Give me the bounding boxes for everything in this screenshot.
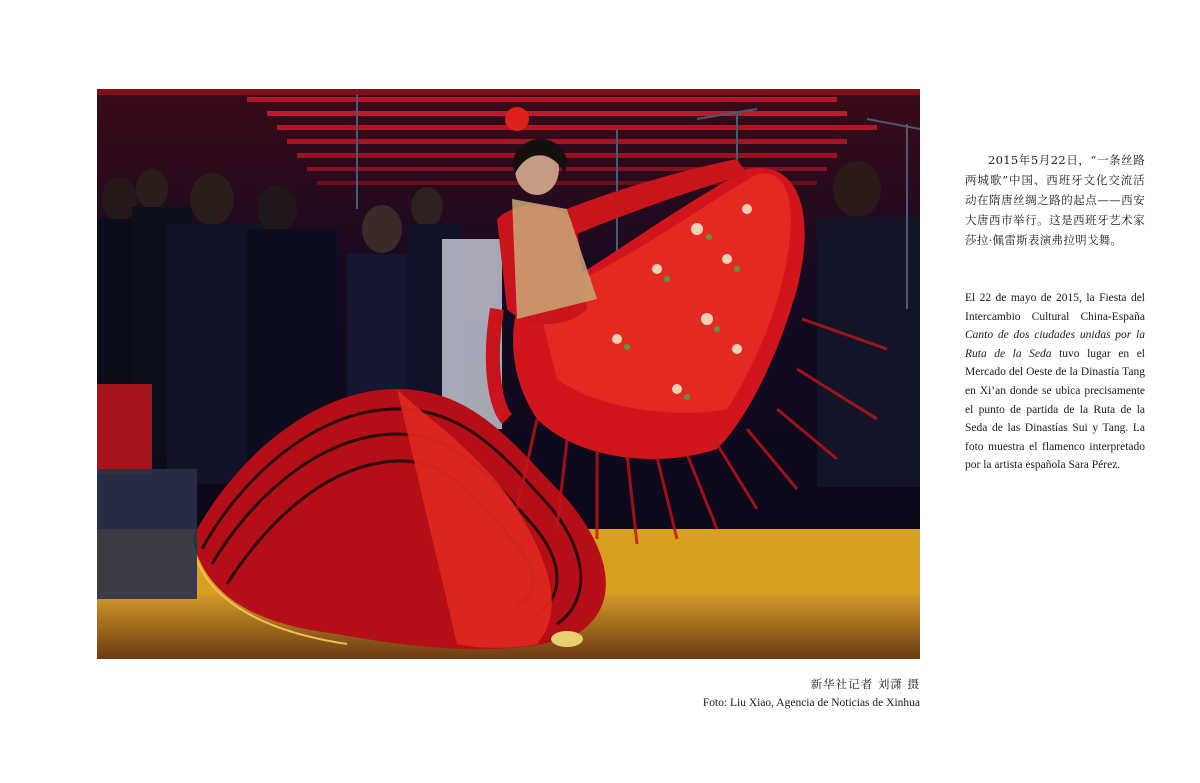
flamenco-photo [97, 89, 920, 659]
dancer-shoe [551, 631, 583, 647]
caption-spanish-event-title: Canto de dos ciudades unidas por la Ruta de la Seda [965, 329, 1145, 360]
caption-spanish-part1: El 22 de mayo de 2015, la Fiesta del Intercambio Cultural China-España [965, 292, 1145, 323]
caption-chinese: 2015年5月22日，“一条丝路 两城歌”中国、西班牙文化交流活动在隋唐丝绸之路的起点——西安大唐西市举行。这是西班牙艺术家莎拉·佩雷斯表演弗拉明戈舞。 [965, 153, 1145, 247]
caption-spanish [965, 289, 1145, 475]
audience-silhouette [97, 469, 197, 599]
hair-rose-icon [505, 107, 529, 131]
photo-credit-chinese: 新华社记者 刘潇 摄 [810, 677, 920, 691]
caption-spanish-part2: tuvo lugar en el Mercado del Oeste de la Dinastía Tang en Xi’an donde se ubica precisamente el punto de partida de la Ruta de la Seda de las Dinastías Sui y Tang. La foto muestra el flamenco interpretado por la artista española Sara Pérez. [965, 347, 1145, 472]
photo-illustration [97, 89, 920, 659]
photo-credit-spanish: Foto: Liu Xiao, Agencia de Noticias de Xinhua [702, 697, 920, 709]
